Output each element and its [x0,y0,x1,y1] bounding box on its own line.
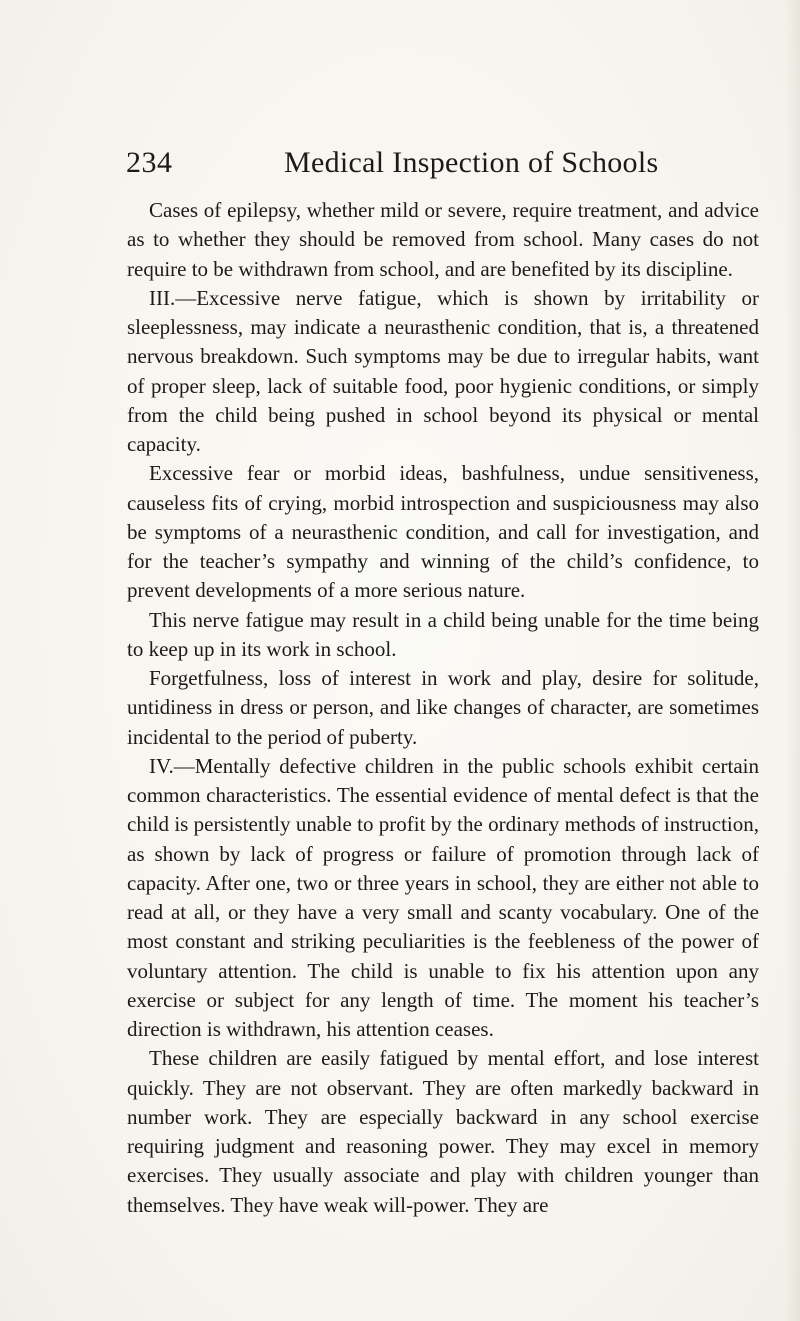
paragraph-forgetfulness: Forgetfulness, loss of interest in work and play, desire for solitude, untidiness in dress or person, and like changes of character, are sometimes incidental to the period of puberty. [127,666,759,749]
paragraph-nerve-fatigue: This nerve fatigue may result in a child being unable for the time being to keep up in its work in school. [127,607,759,661]
paragraph-section-iv: IV.—Mentally defective children in the public schools exhibit certain common characteristics. The essential evidence of mental defect is that the child is persistently unable to profit by the ordinary methods of instruction, as shown by lack of progress or failure of promotion through lack of capacity. After one, two or three years in school, they are either not able to read at all, or they have a very small and scanty vocabulary. One of the most constant and striking peculiarities is the feebleness of the power of voluntary attention. The child is unable to fix his attention upon any exercise or subject for any length of time. The moment his teacher’s direction is withdrawn, his attention ceases. [127,753,759,1041]
body-text [127,196,759,1220]
running-title: Medical Inspection of Schools [284,146,659,179]
page-header [0,146,800,186]
page-edge-shading [786,0,800,1321]
paragraph-section-iii: III.—Excessive nerve fatigue, which is shown by irritability or sleeplessness, may indicate a neurasthenic condition, that is, a threatened nervous breakdown. Such symptoms may be due to irregular habits, want of proper sleep, lack of suitable food, poor hygienic conditions, or simply from the child being pushed in school beyond its physical or mental capacity. [127,285,759,456]
page-number: 234 [126,146,173,179]
paragraph-epilepsy: Cases of epilepsy, whether mild or severe, require treatment, and advice as to whether they should be removed from school. Many cases do not require to be withdrawn from school, and are benefited by its discipline. [127,198,759,281]
paragraph-fatigued-children: These children are easily fatigued by mental effort, and lose interest quickly. They are not observant. They are often markedly backward in number work. They are especially backward in any school exercise requiring judgment and reasoning power. They may excel in memory exercises. They usually associate and play with children younger than themselves. They have weak will-power. They are [127,1046,759,1217]
paragraph-fear-morbid-ideas: Excessive fear or morbid ideas, bashfulness, undue sensitiveness, causeless fits of crying, morbid introspection and suspiciousness may also be symptoms of a neurasthenic condition, and call for investigation, and for the teacher’s sympathy and winning of the child’s confidence, to prevent developments of a more serious nature. [127,461,759,603]
